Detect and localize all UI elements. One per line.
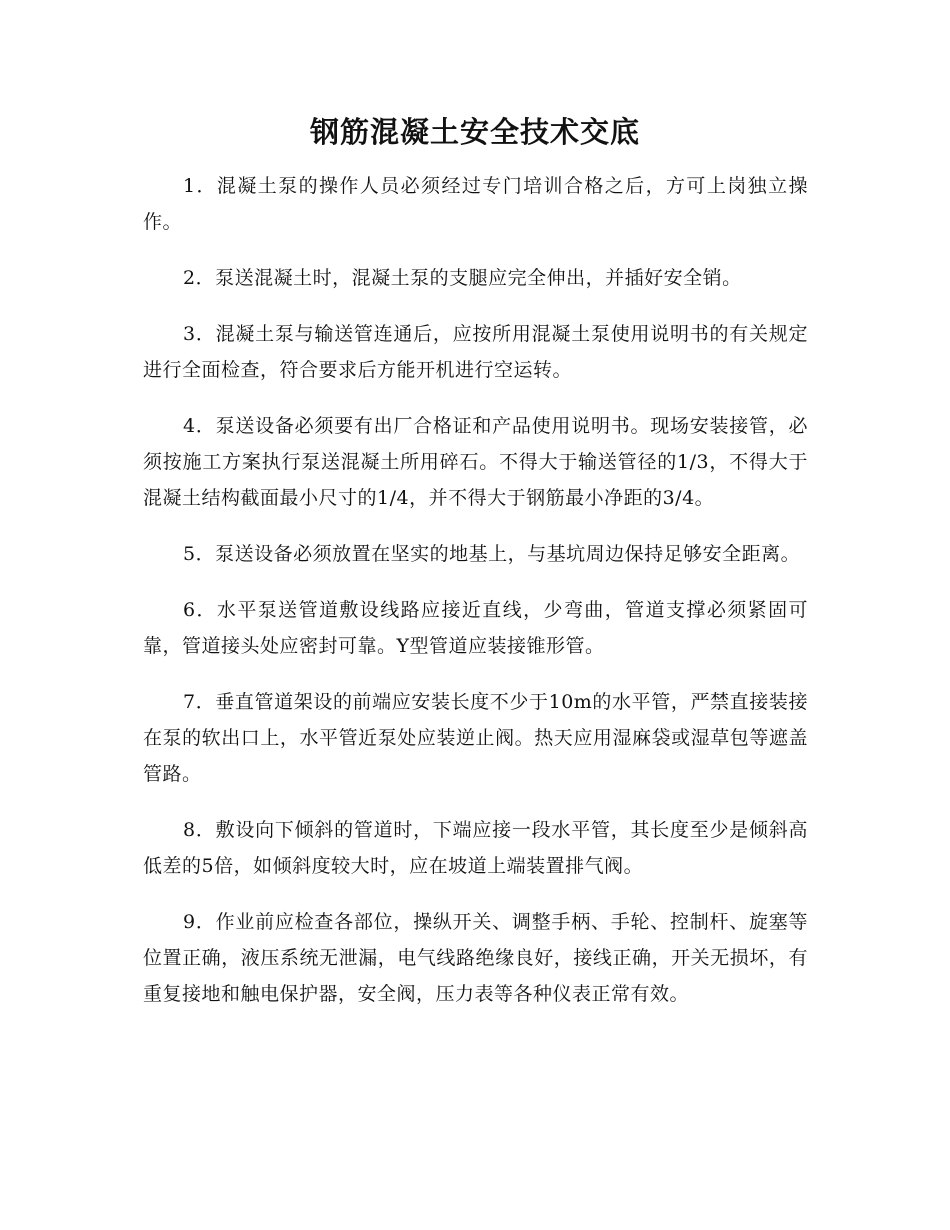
paragraph-4: 4．泵送设备必须要有出厂合格证和产品使用说明书。现场安装接管，必须按施工方案执行泵送混凝土所用碎石。不得大于输送管径的1/3，不得大于混凝土结构截面最小尺寸的1/4，并不得大于钢筋最小净距的3/4。: [143, 415, 808, 509]
paragraph-8: 8．敷设向下倾斜的管道时，下端应接一段水平管，其长度至少是倾斜高低差的5倍，如倾斜度较大时，应在坡道上端装置排气阀。: [143, 819, 808, 877]
paragraph-1: 1．混凝土泵的操作人员必须经过专门培训合格之后，方可上岗独立操作。: [143, 175, 808, 233]
paragraph-7: 7．垂直管道架设的前端应安装长度不少于10m的水平管，严禁直接装接在泵的软出口上，水平管近泵处应装逆止阀。热天应用湿麻袋或湿草包等遮盖管路。: [143, 691, 808, 785]
paragraph-6: 6．水平泵送管道敷设线路应接近直线，少弯曲，管道支撑必须紧固可靠，管道接头处应密封可靠。Y型管道应装接锥形管。: [143, 599, 808, 657]
paragraph-3: 3．混凝土泵与输送管连通后，应按所用混凝土泵使用说明书的有关规定进行全面检查，符合要求后方能开机进行空运转。: [143, 323, 808, 381]
paragraph-5: 5．泵送设备必须放置在坚实的地基上，与基坑周边保持足够安全距离。: [183, 543, 801, 565]
paragraph-9: 9．作业前应检查各部位，操纵开关、调整手柄、手轮、控制杆、旋塞等位置正确，液压系统无泄漏，电气线路绝缘良好，接线正确，开关无损坏，有重复接地和触电保护器，安全阀，压力表等各种仪表正常有效。: [143, 911, 808, 1005]
paragraph-2: 2．泵送混凝土时，混凝土泵的支腿应完全伸出，并插好安全销。: [183, 267, 742, 289]
document-title: 钢筋混凝土安全技术交底: [309, 115, 640, 149]
document-body: [143, 168, 808, 1032]
